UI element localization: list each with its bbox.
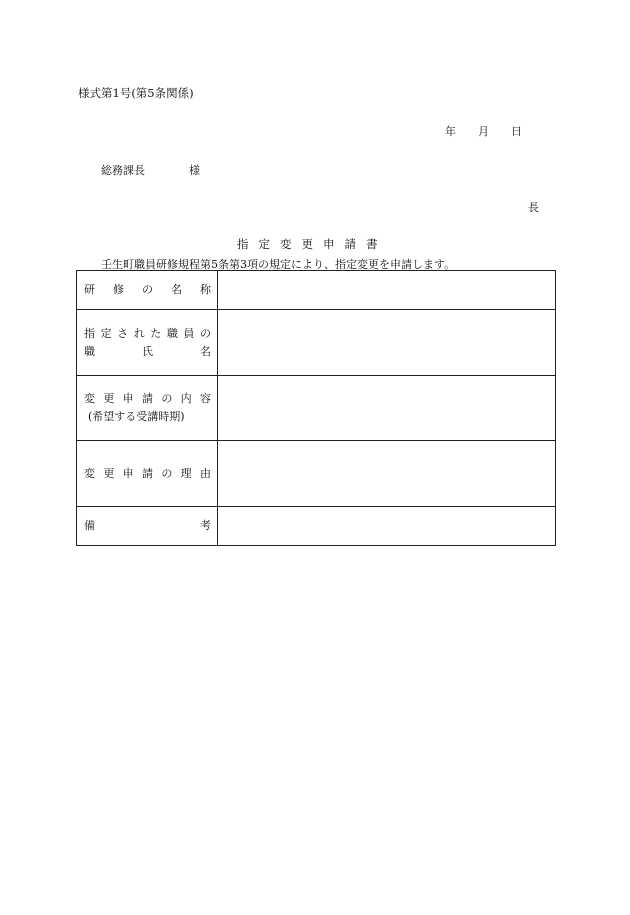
label-line: 職 氏 名 xyxy=(84,344,211,358)
date-month: 月 xyxy=(478,125,489,138)
addressee xyxy=(101,162,200,178)
form-row-training-name xyxy=(77,271,556,310)
label-change-reason xyxy=(77,441,218,507)
value-change-reason[interactable] xyxy=(218,441,556,507)
form-row-change-reason xyxy=(77,441,556,507)
addressee-title: 総務課長 xyxy=(101,164,145,177)
date-line xyxy=(445,123,522,139)
value-training-name[interactable] xyxy=(218,271,556,310)
sender: 長 xyxy=(528,201,539,214)
value-designated-staff[interactable] xyxy=(218,310,556,376)
label-line: (希望する受講時期) xyxy=(88,410,185,423)
document-title: 指定変更申請書 xyxy=(237,237,388,251)
date-day: 日 xyxy=(511,125,522,138)
intro-text: 壬生町職員研修規程第5条第3項の規定により、指定変更を申請します。 xyxy=(101,258,456,271)
label-line: 研 修 の 名 称 xyxy=(84,283,211,296)
label-remarks xyxy=(77,507,218,546)
label-change-content xyxy=(77,376,218,441)
form-number: 様式第1号(第5条関係) xyxy=(78,86,194,100)
label-line: 変 更 申 請 の 理 由 xyxy=(84,466,211,480)
form-row-remarks xyxy=(77,507,556,546)
value-change-content[interactable] xyxy=(218,376,556,441)
label-line: 備 考 xyxy=(84,519,211,532)
application-form-table xyxy=(76,270,556,546)
label-line: 指 定 さ れ た 職 員 の xyxy=(84,326,211,340)
label-line: 変 更 申 請 の 内 容 xyxy=(84,392,211,405)
form-row-designated-staff xyxy=(77,310,556,376)
label-designated-staff xyxy=(77,310,218,376)
value-remarks[interactable] xyxy=(218,507,556,546)
date-year: 年 xyxy=(445,125,456,138)
addressee-honorific: 様 xyxy=(189,164,200,177)
label-training-name xyxy=(77,271,218,310)
form-row-change-content xyxy=(77,376,556,441)
